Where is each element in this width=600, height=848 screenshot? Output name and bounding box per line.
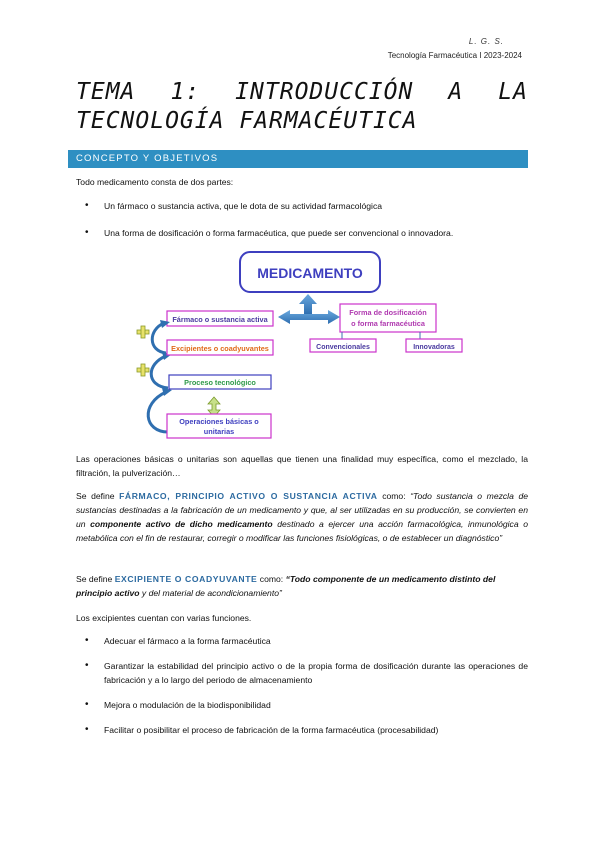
plus-icon	[137, 326, 149, 338]
excipiente-quote-bold: “Todo componente de un medicamento distinto del principio activo	[76, 574, 496, 598]
operaciones-label-line2: unitarias	[203, 427, 235, 436]
list-item: • Adecuar el fármaco a la forma farmacéutica	[104, 634, 528, 648]
section-header-label: CONCEPTO Y OBJETIVOS	[76, 153, 219, 164]
functions-intro: Los excipientes cuentan con varias funciones.	[76, 613, 252, 623]
excipiente-quote-rest: y del material de acondicionamiento”	[139, 588, 282, 598]
farmaco-definition	[76, 489, 528, 545]
farmaco-quote-bold: componente activo de dicho medicamento	[90, 519, 273, 529]
convencionales-label: Convencionales	[316, 344, 370, 351]
plus-icon	[137, 364, 149, 376]
header-initials: L. G. S.	[468, 37, 504, 46]
excipiente-term: EXCIPIENTE O COADYUVANTE	[114, 574, 258, 584]
farmaco-term: FÁRMACO, PRINCIPIO ACTIVO O SUSTANCIA ACTIVA	[119, 491, 378, 501]
excipientes-label: Excipientes o coadyuvantes	[171, 344, 269, 353]
list-item: • Mejora o modulación de la biodisponibilidad	[104, 698, 528, 712]
curved-arrow-icon	[151, 356, 168, 388]
header-course: Tecnología Farmacéutica I 2023-2024	[387, 51, 522, 60]
list-item: • Garantizar la estabilidad del principio activo o de la propia forma de dosificación durante las operaciones de fabricación y a lo largo del periodo de almacenamiento	[104, 659, 528, 687]
list-item: • Una forma de dosificación o forma farmacéutica, que puede ser convencional o innovadora.	[104, 226, 528, 240]
medicamento-diagram	[0, 248, 600, 448]
definition-prefix: Se define	[76, 491, 120, 501]
curved-arrow-icon	[152, 323, 166, 353]
page-title: TEMA 1: INTRODUCCIÓN A LA TECNOLOGÍA FARMACÉUTICA	[76, 79, 528, 134]
farmaco-quote-part2: destinado a ejercer una acción farmacológica, inmunológica o metabólica con el fin de restaurar, corregir o modificar las funciones fisiológicas, o de establecer un diagnóstico”	[76, 519, 528, 543]
excipiente-definition	[76, 572, 528, 600]
farmaco-label: Fármaco o sustancia activa	[172, 315, 268, 324]
up-arrow-icon	[299, 294, 317, 314]
list-item: • Un fármaco o sustancia activa, que le dota de su actividad farmacológica	[104, 199, 528, 213]
farmaco-quote-part1: “Todo sustancia o mezcla de sustancias destinadas a la fabricación de un medicamento y que, al ser utilizadas en su producción, se convierten en un	[76, 491, 529, 529]
operaciones-label-line1: Operaciones básicas o	[179, 417, 259, 426]
innovadoras-label: Innovadoras	[413, 344, 455, 351]
intro-paragraph: Todo medicamento consta de dos partes:	[76, 177, 234, 187]
medicamento-label: MEDICAMENTO	[257, 265, 363, 281]
forma-label-line2: o forma farmacéutica	[351, 319, 425, 328]
list-item: • Facilitar o posibilitar el proceso de fabricación de la forma farmacéutica (procesabilidad)	[104, 723, 528, 737]
section-header	[68, 150, 528, 168]
definition-como: como:	[377, 491, 411, 501]
curved-arrow-icon	[148, 392, 168, 432]
definition-como: como:	[257, 574, 286, 584]
forma-label-line1: Forma de dosificación	[349, 308, 427, 317]
operations-paragraph: Las operaciones básicas o unitarias son aquellas que tienen una finalidad muy específica, como el mezclado, la filtración, la pulverización…	[76, 454, 528, 478]
definition-prefix: Se define	[76, 574, 115, 584]
proceso-label: Proceso tecnológico	[184, 378, 256, 387]
